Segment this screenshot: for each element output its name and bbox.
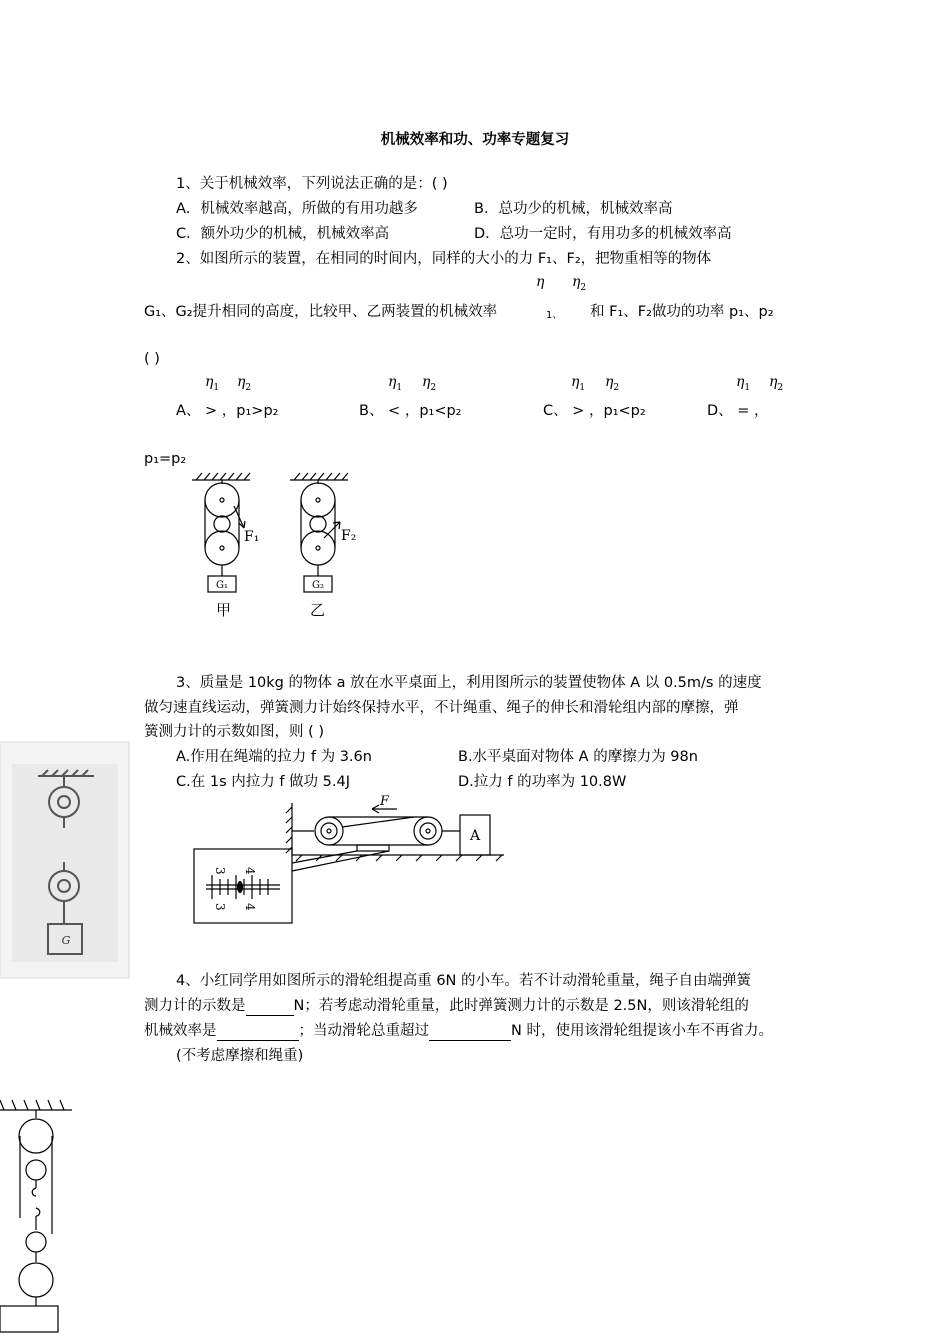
- q1-option-d: D．总功一定时，有用功多的机械效率高: [474, 226, 732, 242]
- scale-bottom-3: 3: [213, 903, 227, 911]
- scale-top-3: 3: [213, 867, 227, 875]
- q1-option-c: C．额外功少的机械，机械效率高: [176, 226, 390, 242]
- q4-stem-line1: 4、小红同学用如图所示的滑轮组提高重 6N 的小车。若不计动滑轮重量，绳子自由端弹簧: [176, 973, 752, 989]
- q2-stem-line2: G₁、G₂提升相同的高度，比较甲、乙两装置的机械效率: [144, 304, 498, 320]
- q2-option-b: B、 < ，p₁<p₂: [359, 403, 462, 419]
- q2-opt-a-eta2: $\eta_2$: [237, 374, 252, 393]
- q2-option-d-cont: p₁=p₂: [144, 451, 187, 467]
- q2-opt-a-eta1: $\eta_1$: [205, 374, 220, 393]
- q3-stem-line3: 簧测力计的示数如图，则 ( ): [144, 724, 325, 740]
- q3-horizontal-pulley-figure: [192, 795, 507, 930]
- q2-eta-symbol: η: [536, 274, 545, 290]
- q1-option-b: B．总功少的机械，机械效率高: [474, 201, 673, 217]
- f1-label: F₁: [244, 529, 260, 545]
- q2-pulley-figure: [180, 470, 380, 625]
- q2-stem-line2-end: 和 F₁、F₂做功的功率 p₁、p₂: [590, 304, 774, 320]
- f2-label: F₂: [341, 528, 357, 544]
- q2-answer-paren: ( ): [144, 351, 160, 367]
- q3-stem-line2: 做匀速直线运动，弹簧测力计始终保持水平，不计绳重、绳子的伸长和滑轮组内部的摩擦，弹: [144, 700, 739, 716]
- jia-label: 甲: [216, 601, 232, 619]
- q4-stem-line2: 测力计的示数是 N；若考虑动滑轮重量，此时弹簧测力计的示数是 2.5N，则该滑轮组的: [144, 998, 749, 1014]
- q2-option-a: A、 > ，p₁>p₂: [176, 403, 279, 419]
- q2-opt-b-eta1: $\eta_1$: [388, 374, 403, 393]
- q1-option-a: A．机械效率越高，所做的有用功越多: [176, 201, 418, 217]
- scale-bottom-4: 4: [243, 903, 257, 911]
- q3-option-c: C.在 1s 内拉力 f 做功 5.4J: [176, 774, 350, 790]
- q1-stem: 1、关于机械效率，下列说法正确的是：( ): [176, 176, 448, 192]
- q3-stem-line1: 3、质量是 10kg 的物体 a 放在水平桌面上，利用图所示的装置使物体 A 以 0.5m/s 的速度: [176, 675, 762, 691]
- q2-opt-b-eta2: $\eta_2$: [422, 374, 437, 393]
- q3-option-d: D.拉力 f 的功率为 10.8W: [458, 774, 627, 790]
- q2-opt-d-eta2: $\eta_2$: [769, 374, 784, 393]
- q2-eta2-symbol: $\eta_2$: [572, 274, 587, 293]
- q2-opt-d-eta1: $\eta_1$: [736, 374, 751, 393]
- q4-blank-1[interactable]: [246, 999, 294, 1016]
- g1-label: G₁: [216, 580, 228, 591]
- q4-blank-3[interactable]: [429, 1024, 511, 1041]
- block-a-label: A: [469, 828, 481, 844]
- q4-note: (不考虑摩擦和绳重): [176, 1048, 304, 1064]
- scale-top-4: 4: [243, 867, 257, 875]
- q2-opt-c-eta2: $\eta_2$: [605, 374, 620, 393]
- page-title: 机械效率和功、功率专题复习: [380, 132, 570, 148]
- g2-label: G₂: [312, 580, 324, 591]
- q3-option-a: A.作用在绳端的拉力 f 为 3.6n: [176, 749, 372, 765]
- q4-pulley-figure: [0, 1094, 75, 1339]
- side-pulley-figure: [0, 742, 130, 979]
- q4-stem-line3: 机械效率是 ；当动滑轮总重超过 N 时，使用该滑轮组提该小车不再省力。: [144, 1023, 773, 1039]
- side-weight-g-label: G: [61, 934, 71, 947]
- q2-stem-line1: 2、如图所示的装置，在相同的时间内，同样的大小的力 F₁、F₂，把物重相等的物体: [176, 251, 712, 267]
- q2-option-d: D、 = ，: [707, 403, 769, 419]
- yi-label: 乙: [310, 601, 326, 619]
- q2-option-c: C、 > ，p₁<p₂: [543, 403, 646, 419]
- q3-option-b: B.水平桌面对物体 A 的摩擦力为 98n: [458, 749, 698, 765]
- q4-blank-2[interactable]: [217, 1024, 299, 1041]
- force-f-label: F: [380, 794, 390, 809]
- q2-opt-c-eta1: $\eta_1$: [571, 374, 586, 393]
- q2-eta-subscript: 1、: [546, 310, 563, 321]
